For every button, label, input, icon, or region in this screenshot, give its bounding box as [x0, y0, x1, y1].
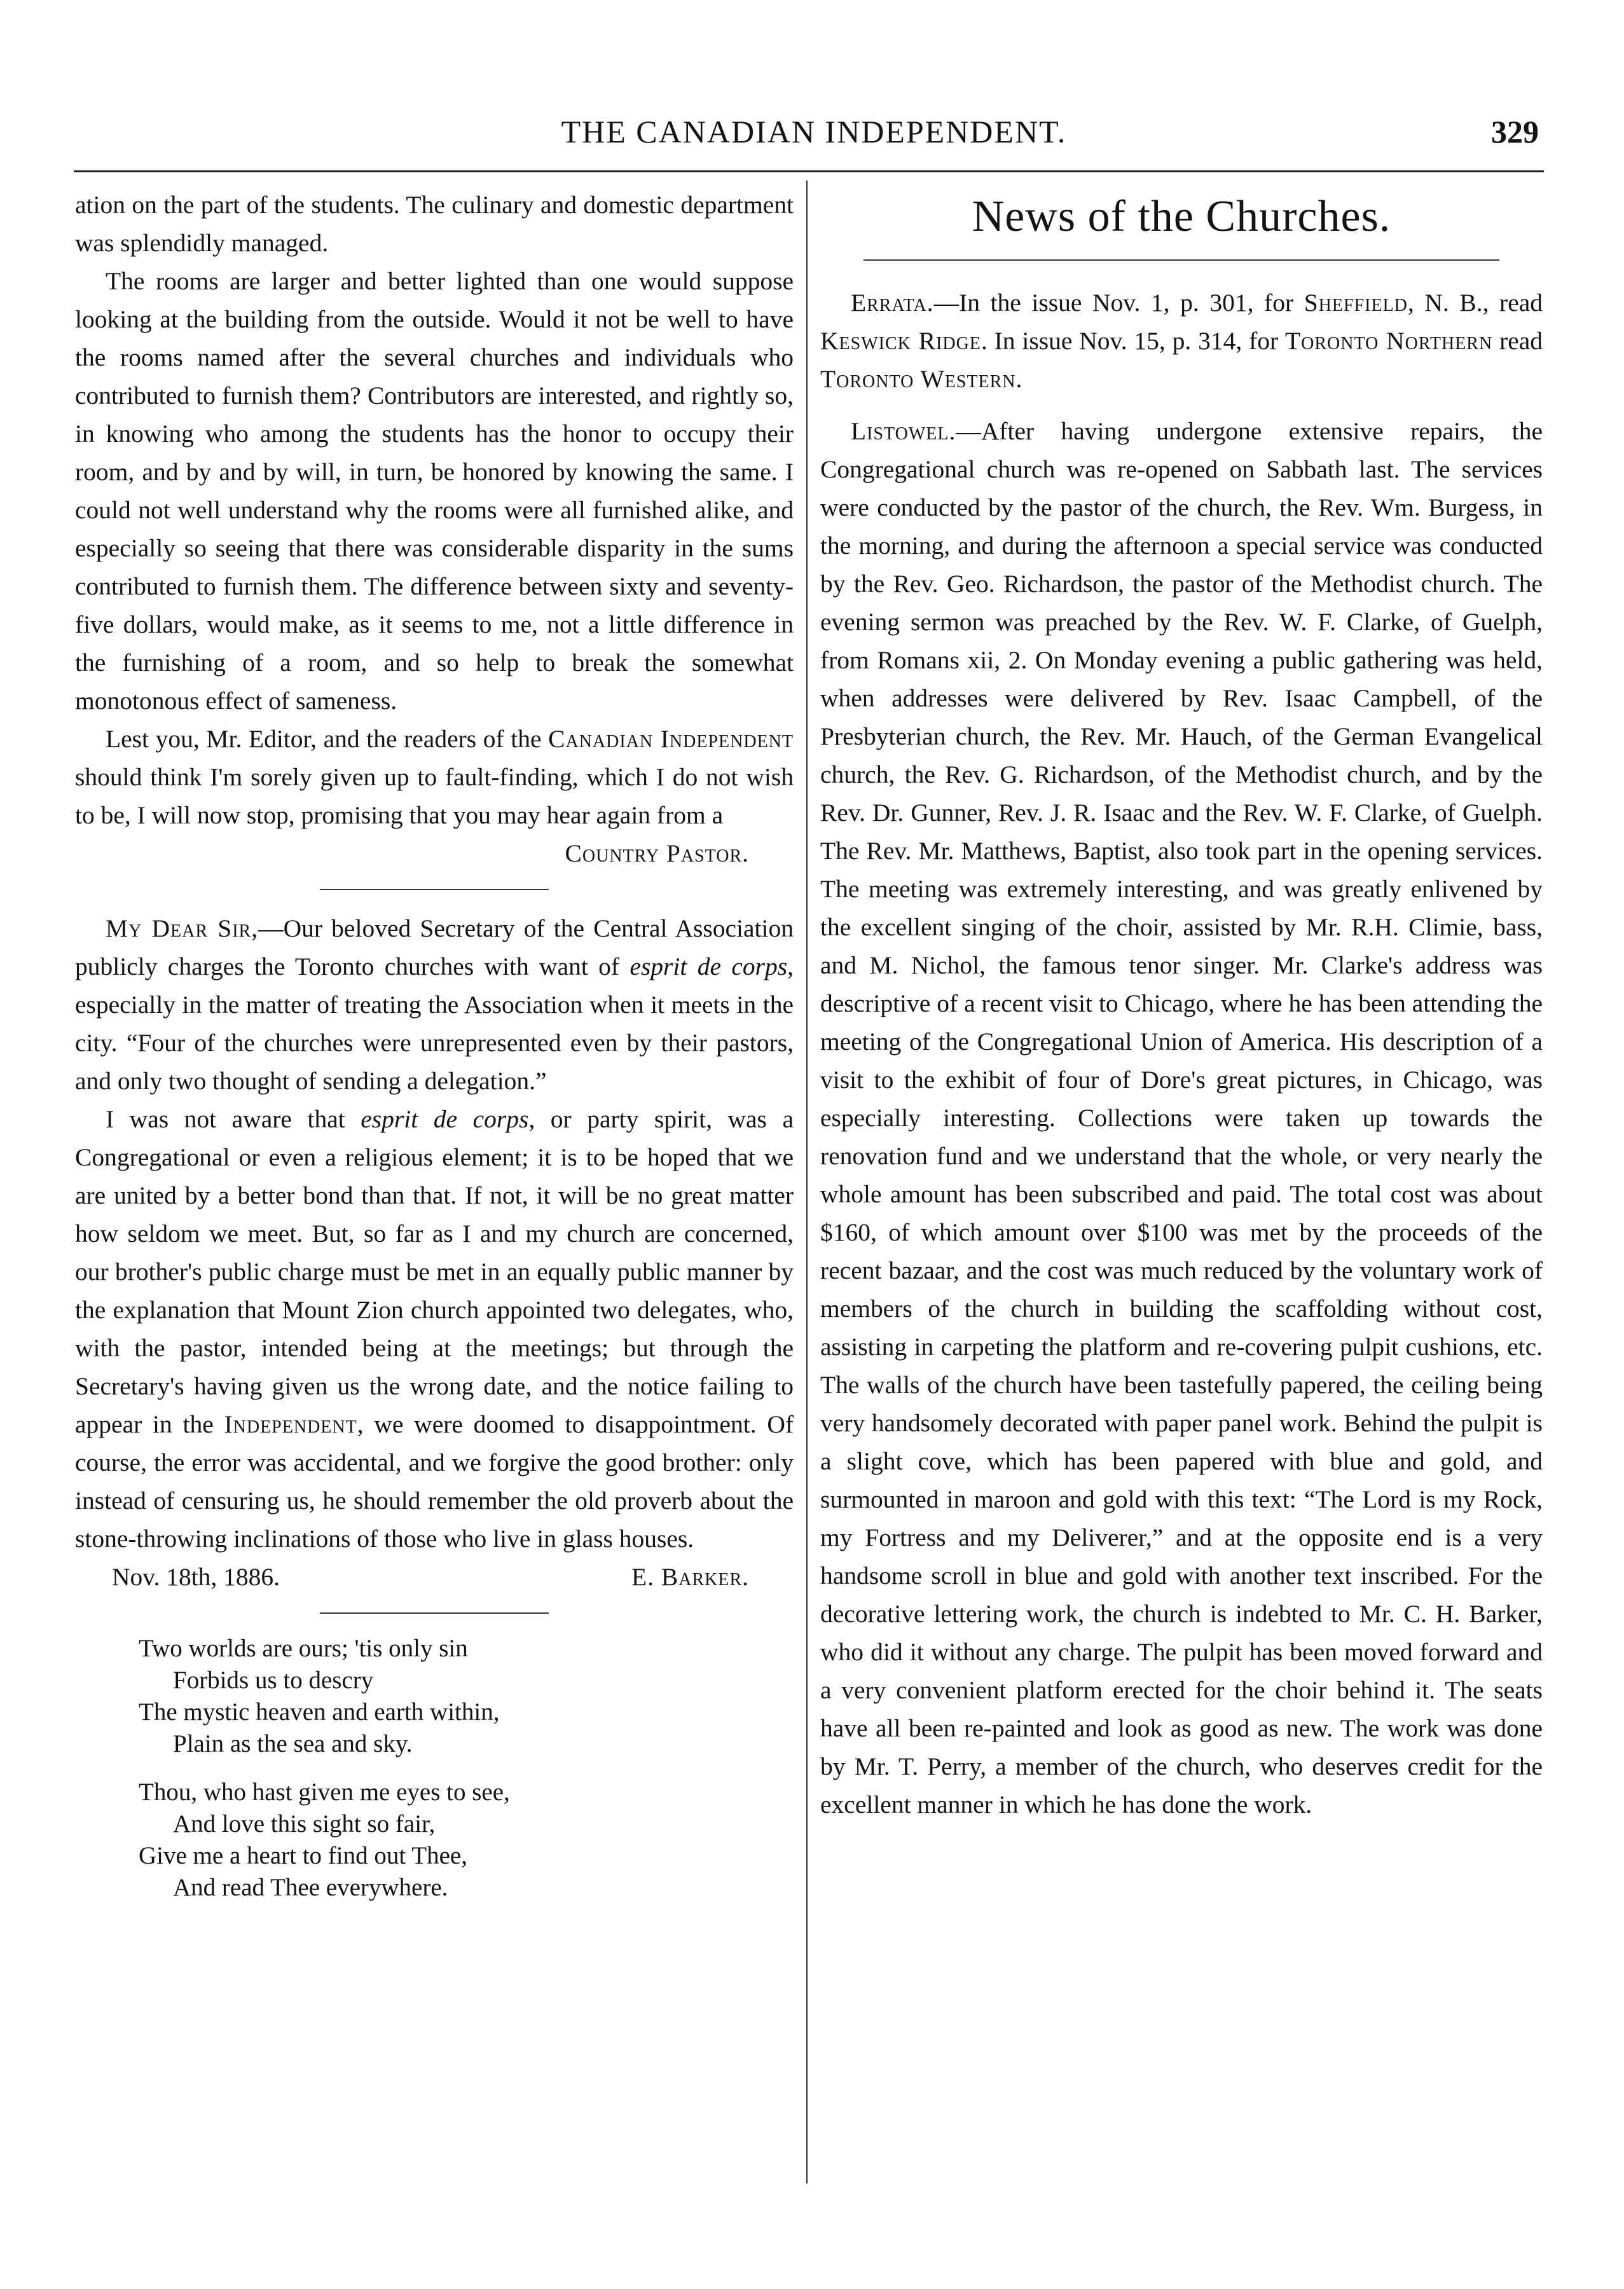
column-divider	[806, 181, 808, 2183]
letter-text-d: , or party spirit, was a Congregational or even a religious element; it is to be hoped that we are united by a better bond than that. If not, it will be no great matter how seldom we meet. But, so far as I and my church are concerned, our brother's public charge must be met in an equally public manner by the explanation that Mount Zion church appointed two delegates, who, with the pastor, intended being at the meetings; but through the Secretary's having given us the wrong date, and the notice failing to appear in the	[75, 1105, 794, 1438]
continued-paragraph: ation on the part of the students. The culinary and domestic department was splendidly managed.	[75, 191, 794, 257]
letter-text-e: , we were doomed to disappointment. Of course, the error was accidental, and we forgive the good brother: only instead of censuring us, he should remember the old proverb about the stone-throwing inclinations of those who live in glass houses.	[75, 1410, 794, 1553]
letter-paragraph-2	[75, 1100, 794, 1558]
right-column	[820, 186, 1543, 1824]
letter-salutation: My Dear Sir,	[106, 914, 259, 942]
listowel-label: Listowel.	[851, 417, 956, 445]
rooms-paragraph: The rooms are larger and better lighted than one would suppose looking at the building from the outside. Would it not be well to have the rooms named after the several churches and individuals who contributed to furnish them? Contributors are interested, and rightly so, in knowing who among the students has the honor to occupy their room, and by and by will, in turn, be honored by knowing the same. I could not well understand why the rooms were all furnished alike, and especially so seeing that there was considerable disparity in the sums contributed to furnish them. The difference between sixty and seventy-five dollars, would make, as it seems to me, not a little difference in the furnishing of a room, and so help to break the somewhat monotonous effect of sameness.	[75, 267, 794, 715]
left-column	[75, 186, 794, 1920]
errata-text-b: , N. B., read	[1407, 289, 1543, 317]
letter-signature: E. Barker.	[631, 1563, 749, 1591]
poem-stanza	[139, 1777, 794, 1904]
poem-line: The mystic heaven and earth within,	[139, 1698, 500, 1726]
poem-line: And read Thee everywhere.	[173, 1874, 448, 1901]
errata-paragraph	[820, 284, 1543, 398]
poem-line: Give me a heart to find out Thee,	[139, 1842, 467, 1869]
section-title: News of the Churches.	[972, 192, 1391, 241]
errata-text-d: read	[1499, 327, 1543, 355]
italic-phrase-2: esprit de corps	[361, 1105, 529, 1133]
poem	[75, 1633, 794, 1904]
errata-place-2: Keswick Ridge	[820, 327, 981, 355]
closing-text-b: should think I'm sorely given up to fault-finding, which I do not wish to be, I will now stop, promising that you may hear again from a	[75, 763, 794, 829]
section-rule	[864, 259, 1499, 261]
poem-line: Plain as the sea and sky.	[173, 1730, 413, 1757]
letter-paragraph-1	[75, 909, 794, 1100]
running-title: THE CANADIAN INDEPENDENT.	[561, 114, 1067, 149]
header-rule	[74, 170, 1544, 172]
poem-line: Thou, who hast given me eyes to see,	[139, 1778, 510, 1806]
poem-line: Two worlds are ours; 'tis only sin	[139, 1635, 468, 1662]
page-number: 329	[1491, 114, 1539, 149]
publication-name-2: Independent	[224, 1410, 357, 1438]
poem-line: And love this sight so fair,	[173, 1810, 436, 1838]
page-header	[89, 113, 1539, 177]
divider-rule	[320, 889, 549, 890]
poem-divider-rule	[320, 1612, 549, 1614]
letter-text-b: , especially in the matter of treating the Association when it meets in the city. “Four of the churches were unrepresented even by their pastors, and only two thought of sending a delegation.”	[75, 952, 794, 1095]
letter-text-c: I was not aware that	[106, 1105, 345, 1133]
errata-text-c: . In issue Nov. 15, p. 314, for	[981, 327, 1279, 355]
closing-text-a: Lest you, Mr. Editor, and the readers of the	[106, 725, 542, 753]
errata-place-1: Sheffield	[1304, 289, 1408, 317]
poem-line: Forbids us to descry	[173, 1667, 374, 1694]
letter-text-a: —Our beloved Secretary of the Central Association publicly charges the Toronto churches with want of	[75, 914, 794, 980]
listowel-paragraph	[820, 412, 1543, 1824]
letter-dateline	[75, 1558, 794, 1596]
errata-place-3: Toronto Northern	[1285, 327, 1493, 355]
errata-text-e: .	[1015, 365, 1022, 393]
country-pastor-signature: Country Pastor.	[565, 839, 749, 867]
listowel-text: —After having undergone extensive repairs, the Congregational church was re-opened on Sabbath last. The services were conducted by the pastor of the church, the Rev. Wm. Burgess, in the morning, and during the afternoon a special service was conducted by the Rev. Geo. Richardson, the pastor of the Methodist church. The evening sermon was preached by the Rev. W. F. Clarke, of Guelph, from Romans xii, 2. On Monday evening a public gathering was held, when addresses were delivered by Rev. Isaac Campbell, of the Presbyterian church, the Rev. Mr. Hauch, of the German Evangelical church, the Rev. G. Richardson, of the Methodist church, and by the Rev. Dr. Gunner, Rev. J. R. Isaac and the Rev. W. F. Clarke, of Guelph. The Rev. Mr. Matthews, Baptist, also took part in the opening services. The meeting was extremely interesting, and was greatly enlivened by the excellent singing of the choir, assisted by Mr. R.H. Climie, bass, and M. Nichol, the famous tenor singer. Mr. Clarke's address was descriptive of a recent visit to Chicago, where he has been attending the meeting of the Congregational Union of America. His description of a visit to the exhibit of four of Dore's great pictures, in Chicago, was especially interesting. Collections were taken up towards the renovation fund and we understand that the whole, or very nearly the whole amount has been subscribed and paid. The total cost was about $160, of which amount over $100 was met by the proceeds of the recent bazaar, and the cost was much reduced by the voluntary work of members of the church in building the scaffolding without cost, assisting in carpeting the platform and re-covering pulpit cushions, etc. The walls of the church have been tastefully papered, the ceiling being very handsomely decorated with paper panel work. Behind the pulpit is a slight cove, which has been papered with blue and gold, and surmounted in maroon and gold with this text: “The Lord is my Rock, my Fortress and my Deliverer,” and at the opposite end is a very handsome scroll in blue and gold with another text inscribed. For the decorative lettering work, the church is indebted to Mr. C. H. Barker, who did it without any charge. The pulpit has been moved forward and a very convenient platform erected for the choir behind it. The seats have all been re-painted and look as good as new. The work was done by Mr. T. Perry, a member of the church, who deserves credit for the excellent manner in which he has done the work.	[820, 417, 1543, 1818]
errata-text-a: —In the issue Nov. 1, p. 301, for	[933, 289, 1294, 317]
poem-stanza	[139, 1633, 794, 1760]
italic-phrase: esprit de corps	[630, 952, 788, 980]
errata-place-4: Toronto Western	[820, 365, 1016, 393]
publication-name: Canadian Independent	[548, 725, 794, 753]
letter-date: Nov. 18th, 1886.	[112, 1563, 280, 1591]
closing-paragraph	[75, 720, 794, 834]
errata-label: Errata.	[851, 289, 934, 317]
